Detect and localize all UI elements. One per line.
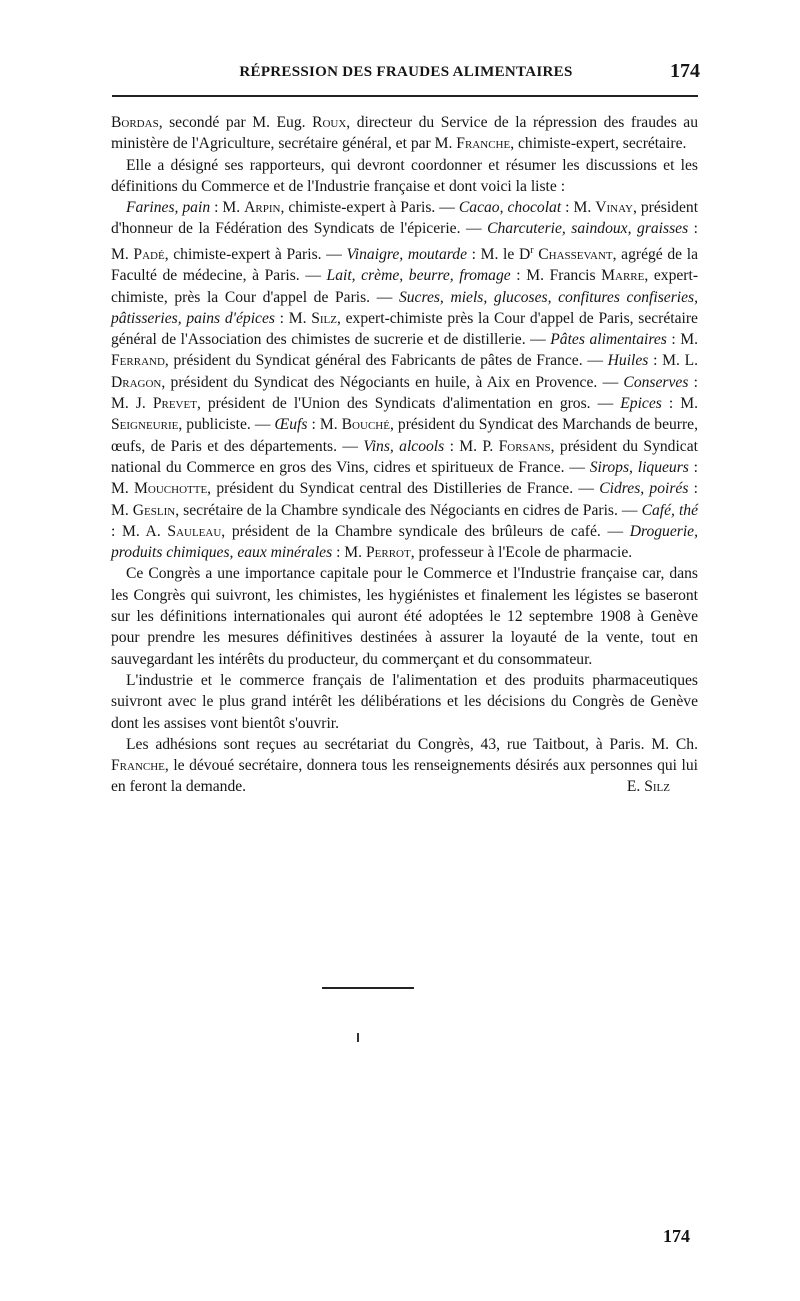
signature-initial: E. [626, 778, 645, 796]
rapporteur-name: Ferrand [111, 352, 165, 370]
rapporteur-name: Chassevant [538, 245, 613, 263]
text-run: , président du Syndicat central des Distilleries de France. — [207, 480, 600, 498]
superscript: r [530, 244, 534, 256]
rapporteur-name: Marre [601, 267, 645, 285]
rapporteur-name: Mouchotte [134, 480, 208, 498]
text-run: : M. le D [467, 245, 531, 263]
text-run: , président de l'Union des Syndicats d'alimentation en gros. — [196, 395, 621, 413]
text-run: : M. [332, 544, 366, 562]
text-run: : M. [666, 331, 698, 349]
text-run: : M. Francis [510, 267, 602, 285]
text-run: : M. L. [648, 352, 698, 370]
text-run: , président du Syndicat des Marchands de beurre, œufs, de Paris et des départements. — [111, 416, 698, 455]
rapporteur-name: Silz [311, 309, 337, 327]
rapporteur-name: Seigneurie [111, 416, 179, 434]
topic-label: Café, thé [641, 501, 698, 519]
topic-label: Farines, pain [126, 199, 211, 217]
paragraph-5: L'industrie et le commerce français de l'alimentation et des produits pharmaceutiques suivront avec le plus grand intérêt les délibérations et les décisions du Congrès de Genève dont les assises vont bientôt s'ouvrir. [111, 671, 698, 732]
topic-label: Vinaigre, moutarde [346, 245, 468, 263]
topic-label: Epices [620, 395, 662, 413]
rapporteur-name: Vinay [595, 199, 633, 217]
p1-text-1: , secondé par M. Eug. [158, 114, 313, 131]
text-run: , président de la Chambre syndicale des brûleurs de café. — [221, 522, 630, 540]
header-rule [112, 95, 698, 97]
text-run: : M. J. [111, 373, 698, 413]
rapporteur-name: Dragon [111, 373, 162, 391]
rapporteur-name: Forsans [498, 437, 551, 455]
signature [612, 776, 670, 797]
footer-page-number: 174 [663, 1226, 690, 1246]
paragraph-4: Ce Congrès a une importance capitale pour le Commerce et l'Industrie française car, dans les Congrès qui suivront, les chimistes, les hygiénistes et finalement les légistes se baseront sur les définitions internationales qui auront été adoptées le 12 septembre 1908 à Genève pour prendre les mesures définitives destinées à assurer la loyauté de la vente, tout en sauvegardant les intérêts du producteur, du commerçant et du consommateur. [111, 565, 698, 668]
text-run: : M. [210, 199, 245, 217]
text-run: : M. A. [111, 522, 168, 540]
paragraph-1 [111, 112, 698, 155]
topic-label: Droguerie, produits chimiques, eaux minérales [111, 522, 698, 562]
text-run: : M. P. [444, 437, 499, 455]
paragraph-rapporteurs-list [111, 197, 698, 563]
p1-text-3: , chimiste-expert, secrétaire. [510, 135, 687, 153]
topic-label: Pâtes alimentaires [550, 331, 667, 349]
text-run: : M. [111, 458, 699, 498]
topic-label: Œufs [274, 416, 308, 434]
text-run: : M. [561, 199, 596, 217]
text-run: : M. [111, 220, 698, 263]
name-franche-2: Franche [111, 757, 165, 775]
rapporteur-name: Perrot [365, 544, 411, 562]
topic-label: Lait, crème, beurre, fromage [326, 267, 511, 285]
text-run: , professeur à l'Ecole de pharmacie. [410, 544, 633, 562]
topic-label: Sucres, miels, glucoses, confitures confiseries, pâtisseries, pains d'épices [111, 288, 698, 327]
text-run: , président du Syndicat général des Fabricants de pâtes de France. — [164, 352, 608, 370]
text-run: , chimiste-expert à Paris. — [164, 245, 347, 263]
topic-label: Vins, alcools [363, 437, 445, 455]
text-run: , président du Syndicat des Négociants en huile, à Aix en Provence. — [161, 373, 624, 391]
topic-label: Huiles [607, 352, 649, 370]
text-run: , chimiste-expert à Paris. — [280, 199, 459, 217]
topic-label: Sirops, liqueurs [589, 458, 689, 476]
rapporteur-name: Arpin [244, 199, 281, 217]
text-run: : M. [307, 416, 342, 434]
p6-text-1: Les adhésions sont reçues au secrétariat du Congrès, 43, rue Taitbout, à Paris. M. Ch. [126, 735, 698, 753]
rapporteur-name: Bouché [341, 416, 390, 434]
name-franche: Franche [456, 135, 511, 153]
topic-label: Cidres, poirés [599, 480, 689, 498]
topic-label: Conserves [623, 373, 689, 391]
rapporteur-name: Sauleau [167, 522, 222, 540]
text-run: : M. [111, 480, 698, 519]
rapporteur-name: Geslin [132, 501, 176, 519]
text-run: , publiciste. — [178, 416, 275, 434]
topic-label: Cacao, chocolat [458, 199, 562, 217]
paragraph-2: Elle a désigné ses rapporteurs, qui devront coordonner et résumer les discussions et les définitions du Commerce et de l'Industrie française et dont voici la liste : [111, 156, 698, 195]
text-run: : M. [661, 395, 698, 413]
running-head [112, 62, 700, 84]
name-roux: Roux [312, 114, 347, 131]
text-run: , secrétaire de la Chambre syndicale des Négociants en cidres de Paris. — [175, 501, 642, 519]
text-run: : M. [274, 309, 312, 327]
topic-label: Charcuterie, saindoux, graisses [487, 220, 689, 238]
p6-text-2: , le dévoué secrétaire, donnera tous les renseignements désirés aux personnes qui lui en feront la demande. [111, 757, 698, 796]
page-number: 174 [670, 60, 700, 82]
text-run: , agrégé de la Faculté de médecine, à Paris. — [111, 245, 698, 285]
article-body [111, 112, 698, 798]
text-run: , expert-chimiste près la Cour d'appel de Paris, secrétaire général de l'Association des chimistes de sucrerie et de distillerie. — [111, 309, 698, 349]
rapporteur-name: Padé [133, 245, 165, 263]
text-run: , président d'honneur de la Fédération des Syndicats de l'épicerie. — [111, 199, 699, 238]
running-title: RÉPRESSION DES FRAUDES ALIMENTAIRES [239, 64, 573, 80]
signature-name: Silz [644, 778, 670, 796]
text-run: , expert-chimiste, près la Cour d'appel de Paris. — [111, 267, 699, 306]
footer-rule [322, 987, 414, 989]
p1-text-2: , directeur du Service de la répression des fraudes au ministère de l'Agriculture, secrétaire général, et par M. [111, 114, 699, 153]
name-bordas: Bordas [111, 114, 159, 131]
stray-mark [357, 1033, 359, 1042]
text-run: , président du Syndicat national du Commerce en gros des Vins, cidres et spiritueux de France. — [111, 437, 698, 476]
rapporteur-name: Prevet [152, 395, 197, 413]
paragraph-6 [111, 734, 698, 798]
